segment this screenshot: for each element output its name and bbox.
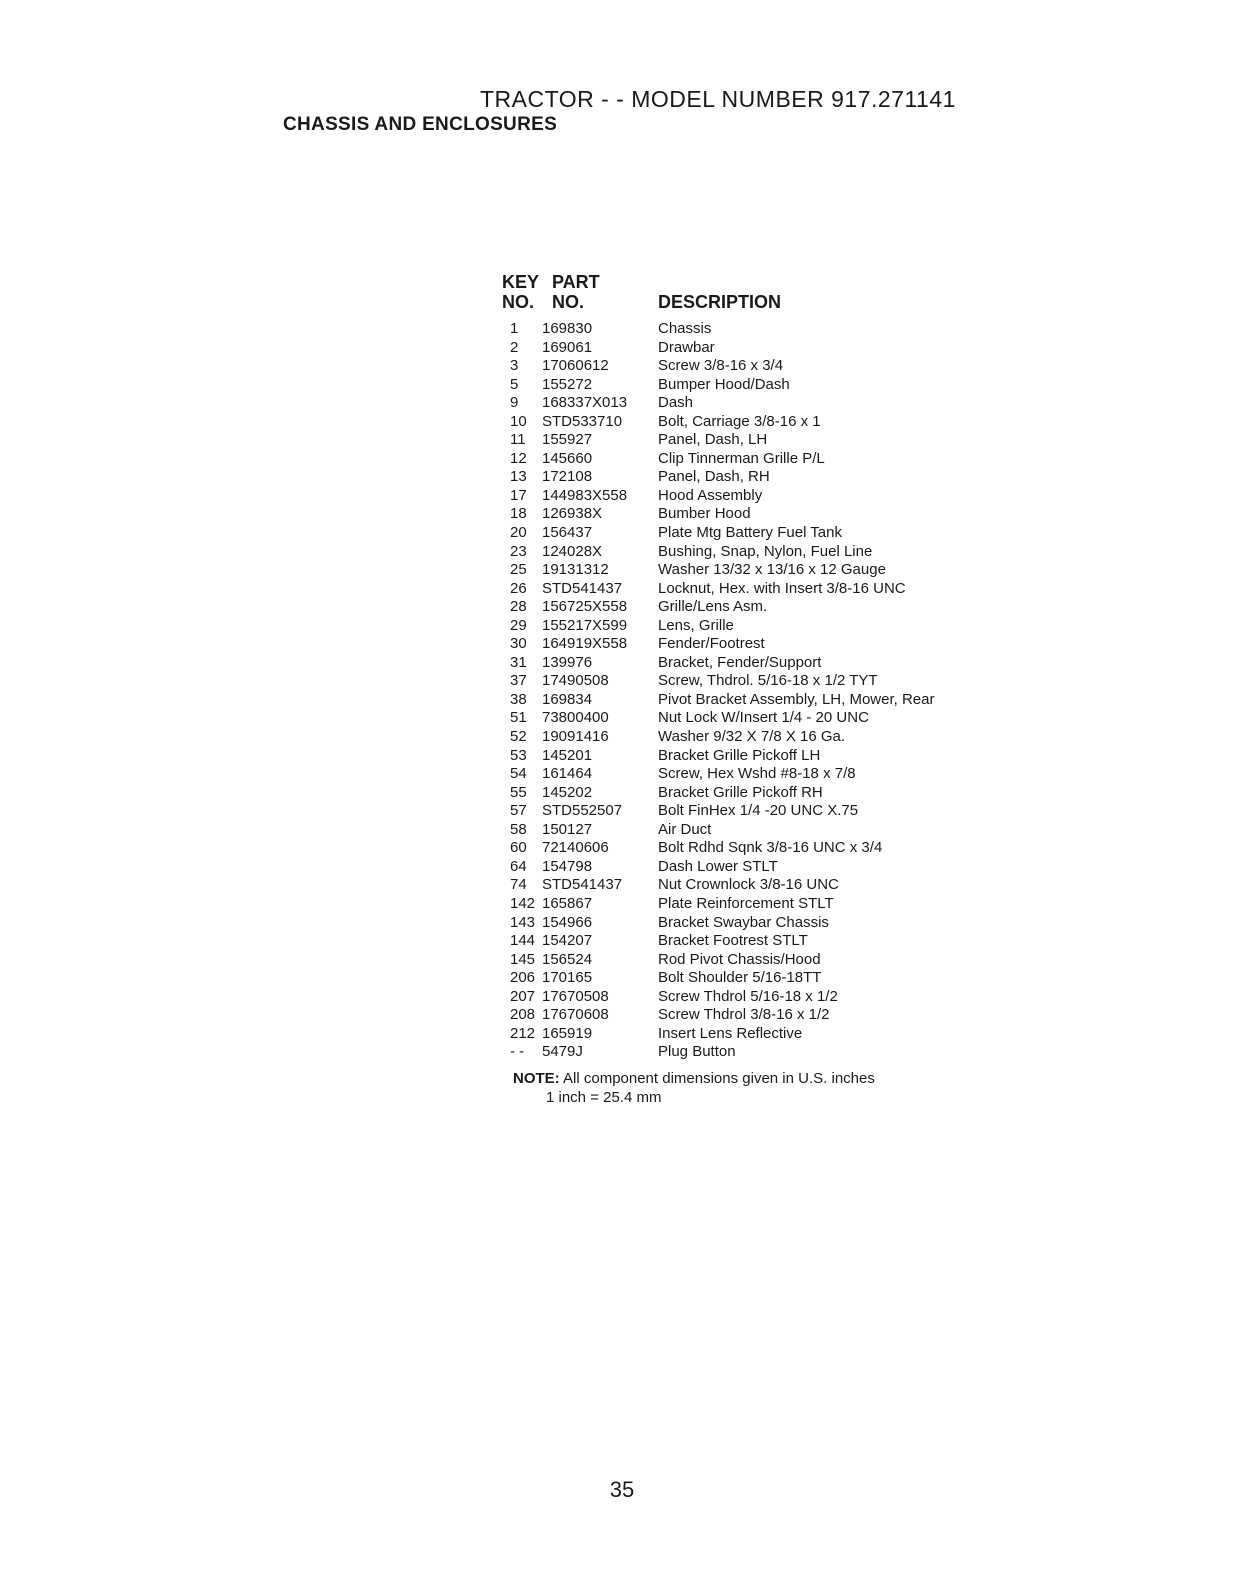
- part-description: Screw, Thdrol. 5/16-18 x 1/2 TYT: [658, 672, 878, 690]
- key-number: 206: [510, 969, 536, 987]
- part-description: Bolt FinHex 1/4 -20 UNC X.75: [658, 802, 859, 820]
- part-description: Screw Thdrol 3/8-16 x 1/2: [658, 1006, 830, 1024]
- key-number: 29: [510, 616, 527, 634]
- part-description: Bracket Swaybar Chassis: [658, 913, 829, 931]
- key-number: 212: [510, 1024, 536, 1042]
- part-description: Air Duct: [658, 820, 712, 838]
- part-number: 73800400: [542, 709, 609, 727]
- part-description: Nut Crownlock 3/8-16 UNC: [658, 876, 839, 894]
- part-number: 19091416: [542, 728, 609, 746]
- part-number: 169061: [542, 338, 593, 356]
- part-number: 144983X558: [542, 486, 628, 504]
- section-subtitle: CHASSIS AND ENCLOSURES: [283, 114, 558, 135]
- key-header-top: KEY: [502, 272, 540, 292]
- key-number: - -: [510, 1043, 525, 1061]
- key-number: 53: [510, 746, 527, 764]
- part-number: STD541437: [542, 579, 623, 597]
- key-number: 17: [510, 486, 527, 504]
- part-description: Washer 9/32 X 7/8 X 16 Ga.: [658, 728, 846, 746]
- part-number: 165919: [542, 1024, 593, 1042]
- part-number: STD552507: [542, 802, 623, 820]
- part-number: 154798: [542, 857, 593, 875]
- part-description: Screw Thdrol 5/16-18 x 1/2: [658, 987, 838, 1005]
- table-row: [510, 450, 1010, 469]
- part-description: Rod Pivot Chassis/Hood: [658, 950, 821, 968]
- table-row: [510, 376, 1010, 395]
- part-number: 145201: [542, 746, 593, 764]
- part-number: 156437: [542, 524, 593, 542]
- part-number: 172108: [542, 468, 593, 486]
- table-row: [510, 988, 1010, 1007]
- table-row: [510, 505, 1010, 524]
- table-row: [510, 468, 1010, 487]
- part-description: Bolt Rdhd Sqnk 3/8-16 UNC x 3/4: [658, 839, 883, 857]
- table-row: [510, 876, 1010, 895]
- key-number: 142: [510, 894, 536, 912]
- part-number: 145202: [542, 783, 593, 801]
- key-number: 38: [510, 690, 527, 708]
- part-number: 154966: [542, 913, 593, 931]
- table-row: [510, 339, 1010, 358]
- part-description: Panel, Dash, RH: [658, 468, 770, 486]
- key-number: 9: [510, 394, 519, 412]
- key-number: 5: [510, 375, 519, 393]
- key-header-bottom: NO.: [502, 292, 535, 312]
- part-description: Bracket Grille Pickoff RH: [658, 783, 823, 801]
- part-number: 17490508: [542, 672, 609, 690]
- page-number: 35: [609, 1477, 635, 1502]
- part-number: 72140606: [542, 839, 609, 857]
- part-number: 124028X: [542, 542, 603, 560]
- key-number: 25: [510, 561, 527, 579]
- part-number: STD533710: [542, 412, 623, 430]
- key-number: 208: [510, 1006, 536, 1024]
- part-number: 156725X558: [542, 598, 628, 616]
- part-description: Panel, Dash, LH: [658, 431, 768, 449]
- key-number: 55: [510, 783, 527, 801]
- note: [513, 1069, 875, 1107]
- table-body: [510, 320, 1010, 1062]
- page-title: TRACTOR - - MODEL NUMBER 917.271141: [480, 86, 956, 112]
- part-description: Bumber Hood: [658, 505, 751, 523]
- part-description: Clip Tinnerman Grille P/L: [658, 449, 825, 467]
- part-description: Lens, Grille: [658, 616, 734, 634]
- table-row: [510, 320, 1010, 339]
- key-number: 1: [510, 320, 519, 337]
- key-number: 143: [510, 913, 536, 931]
- part-description: Bracket Grille Pickoff LH: [658, 746, 821, 764]
- key-number: 31: [510, 653, 527, 671]
- key-number: 23: [510, 542, 527, 560]
- table-row: [510, 617, 1010, 636]
- part-number: 154207: [542, 932, 593, 950]
- table-row: [510, 1025, 1010, 1044]
- note-text: All component dimensions given in U.S. inches: [563, 1070, 875, 1087]
- part-number: 145660: [542, 449, 593, 467]
- part-number: 156524: [542, 950, 593, 968]
- part-description: Bolt Shoulder 5/16-18TT: [658, 969, 822, 987]
- table-row: [510, 635, 1010, 654]
- part-number: 164919X558: [542, 635, 628, 653]
- table-row: [510, 914, 1010, 933]
- key-number: 74: [510, 876, 527, 894]
- part-number: 169830: [542, 320, 593, 337]
- part-number: 139976: [542, 653, 593, 671]
- note-line-1: [513, 1069, 875, 1088]
- part-header-bottom: NO.: [552, 292, 585, 312]
- part-description: Plate Mtg Battery Fuel Tank: [658, 524, 842, 542]
- table-row: [510, 858, 1010, 877]
- part-header-top: PART: [552, 272, 600, 292]
- part-description: Dash: [658, 394, 694, 412]
- table-row: [510, 839, 1010, 858]
- part-number: 17670508: [542, 987, 609, 1005]
- table-row: [510, 784, 1010, 803]
- table-row: [510, 561, 1010, 580]
- key-number: 64: [510, 857, 527, 875]
- part-description: Pivot Bracket Assembly, LH, Mower, Rear: [658, 690, 935, 708]
- key-number: 20: [510, 524, 527, 542]
- key-number: 28: [510, 598, 527, 616]
- table-row: [510, 728, 1010, 747]
- part-number: STD541437: [542, 876, 623, 894]
- table-row: [510, 1006, 1010, 1025]
- part-description: Dash Lower STLT: [658, 857, 778, 875]
- part-number: 170165: [542, 969, 593, 987]
- part-description: Drawbar: [658, 338, 715, 356]
- table-row: [510, 709, 1010, 728]
- table-row: [510, 765, 1010, 784]
- part-number: 17670608: [542, 1006, 609, 1024]
- part-description: Bushing, Snap, Nylon, Fuel Line: [658, 542, 873, 560]
- part-description: Washer 13/32 x 13/16 x 12 Gauge: [658, 561, 886, 579]
- part-number: 17060612: [542, 357, 609, 375]
- key-number: 52: [510, 728, 527, 746]
- description-header: DESCRIPTION: [658, 292, 782, 312]
- key-number: 51: [510, 709, 527, 727]
- key-number: 54: [510, 765, 527, 783]
- table-row: [510, 951, 1010, 970]
- part-description: Fender/Footrest: [658, 635, 765, 653]
- part-description: Bolt, Carriage 3/8-16 x 1: [658, 412, 821, 430]
- part-description: Plate Reinforcement STLT: [658, 894, 834, 912]
- key-number: 58: [510, 820, 527, 838]
- part-number: 155927: [542, 431, 593, 449]
- part-description: Plug Button: [658, 1043, 736, 1061]
- table-row: [510, 672, 1010, 691]
- part-description: Bracket Footrest STLT: [658, 932, 808, 950]
- part-number: 169834: [542, 690, 593, 708]
- part-description: Insert Lens Reflective: [658, 1024, 803, 1042]
- key-number: 30: [510, 635, 527, 653]
- table-row: [510, 895, 1010, 914]
- part-number: 155217X599: [542, 616, 628, 634]
- table-row: [510, 969, 1010, 988]
- table-row: [510, 394, 1010, 413]
- table-row: [510, 598, 1010, 617]
- part-number: 161464: [542, 765, 593, 783]
- table-row: [510, 431, 1010, 450]
- part-number: 5479J: [542, 1043, 583, 1061]
- table-row: [510, 691, 1010, 710]
- part-description: Grille/Lens Asm.: [658, 598, 768, 616]
- part-description: Screw 3/8-16 x 3/4: [658, 357, 784, 375]
- note-label: NOTE:: [513, 1070, 560, 1087]
- key-number: 11: [510, 431, 526, 449]
- part-number: 150127: [542, 820, 593, 838]
- part-description: Chassis: [658, 320, 712, 337]
- table-row: [510, 747, 1010, 766]
- table-row: [510, 543, 1010, 562]
- key-number: 57: [510, 802, 527, 820]
- table-row: [510, 413, 1010, 432]
- parts-table: [502, 272, 1010, 1062]
- part-description: Hood Assembly: [658, 486, 763, 504]
- part-description: Locknut, Hex. with Insert 3/8-16 UNC: [658, 579, 906, 597]
- key-number: 12: [510, 449, 527, 467]
- key-number: 2: [510, 338, 519, 356]
- table-row: [510, 1043, 1010, 1062]
- table-header-row-2: [502, 292, 1010, 316]
- part-description: Screw, Hex Wshd #8-18 x 7/8: [658, 765, 856, 783]
- key-number: 13: [510, 468, 527, 486]
- part-number: 165867: [542, 894, 593, 912]
- part-description: Bracket, Fender/Support: [658, 653, 822, 671]
- part-number: 155272: [542, 375, 593, 393]
- table-row: [510, 654, 1010, 673]
- table-row: [510, 802, 1010, 821]
- table-row: [510, 821, 1010, 840]
- key-number: 18: [510, 505, 527, 523]
- part-description: Bumper Hood/Dash: [658, 375, 790, 393]
- key-number: 3: [510, 357, 519, 375]
- key-number: 26: [510, 579, 527, 597]
- part-number: 19131312: [542, 561, 609, 579]
- key-number: 37: [510, 672, 527, 690]
- key-number: 145: [510, 950, 536, 968]
- key-number: 144: [510, 932, 536, 950]
- note-line-2: 1 inch = 25.4 mm: [546, 1089, 662, 1106]
- table-row: [510, 487, 1010, 506]
- key-number: 207: [510, 987, 536, 1005]
- table-row: [510, 357, 1010, 376]
- table-header-row-1: [502, 272, 1010, 292]
- table-row: [510, 580, 1010, 599]
- table-row: [510, 524, 1010, 543]
- part-number: 168337X013: [542, 394, 628, 412]
- table-row: [510, 932, 1010, 951]
- part-number: 126938X: [542, 505, 603, 523]
- key-number: 60: [510, 839, 527, 857]
- key-number: 10: [510, 412, 527, 430]
- part-description: Nut Lock W/Insert 1/4 - 20 UNC: [658, 709, 869, 727]
